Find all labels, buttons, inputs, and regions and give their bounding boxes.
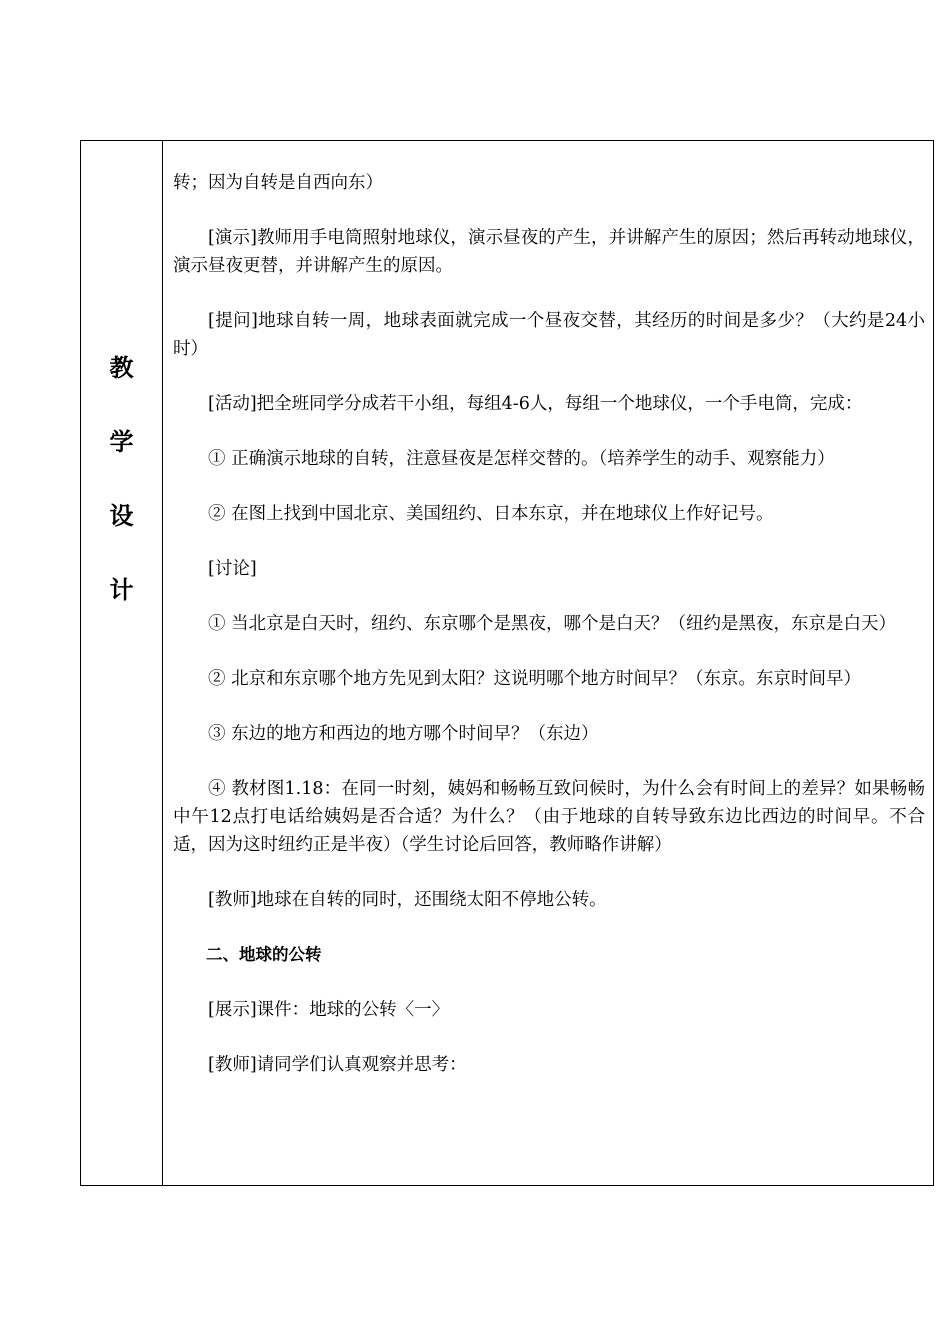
content-cell [163,141,933,1185]
paragraph: 转；因为自转是自西向东） [173,173,383,193]
paragraph: [活动]把全班同学分成若干小组，每组4-6人，每组一个地球仪，一个手电筒，完成： [208,394,863,414]
paragraph: [教师]地球在自转的同时，还围绕太阳不停地公转。 [208,890,607,910]
paragraph: ② 在图上找到中国北京、美国纽约、日本东京，并在地球仪上作好记号。 [208,504,774,524]
side-label-char: 设 [109,501,134,530]
paragraph: ② 北京和东京哪个地方先见到太阳？这说明哪个地方时间早？（东京。东京时间早） [208,669,862,689]
paragraph: ③ 东边的地方和西边的地方哪个时间早？（东边） [208,724,599,744]
paragraph: ① 正确演示地球的自转，注意昼夜是怎样交替的。（培养学生的动手、观察能力） [208,449,835,469]
side-label-char: 学 [109,427,134,456]
paragraph: [提问]地球自转一周，地球表面就完成一个昼夜交替，其经历的时间是多少？（大约是24小时） [173,311,925,359]
side-label-char: 计 [109,575,134,604]
side-label [81,331,162,627]
paragraph: [展示]课件：地球的公转〈一〉 [208,1000,450,1020]
paragraph: [讨论] [208,559,257,579]
paragraph: [教师]请同学们认真观察并思考： [208,1055,467,1075]
side-label-cell [81,141,163,1185]
side-label-char: 教 [109,353,134,382]
paragraph: [演示]教师用手电筒照射地球仪，演示昼夜的产生，并讲解产生的原因；然后再转动地球仪，演示昼夜更替，并讲解产生的原因。 [173,228,925,276]
lesson-table [80,140,934,1186]
section-heading: 二、地球的公转 [206,945,322,964]
paragraph: ④ 教材图1.18：在同一时刻，姨妈和畅畅互致问候时，为什么会有时间上的差异？如果畅畅中午12点打电话给姨妈是否合适？为什么？（由于地球的自转导致东边比西边的时间早。不合适，因为这时纽约正是半夜）（学生讨论后回答，教师略作讲解） [173,779,925,855]
paragraph: ① 当北京是白天时，纽约、东京哪个是黑夜，哪个是白天？（纽约是黑夜，东京是白天） [208,614,897,634]
